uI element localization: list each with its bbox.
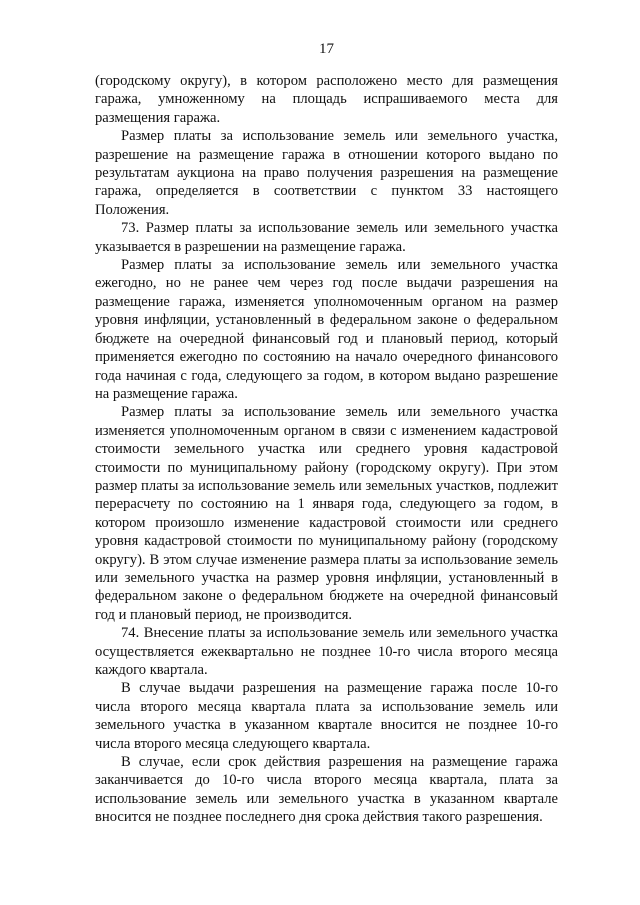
- paragraph-74: 74. Внесение платы за использование земель или земельного участка осуществляется ежеквартально не позднее 10-го числа второго месяца каждого квартала.: [95, 625, 558, 678]
- paragraph-cadastral-change: Размер платы за использование земель или земельного участка изменяется уполномоченным органом в связи с изменением кадастровой стоимости земельного участка или среднего уровня кадастровой стоимости по муниципальному району (городскому округу). При этом размер платы за использование земель или земельных участков, подлежит перерасчету по состоянию на 1 января года, следующего за годом, в котором произошло изменение кадастровой стоимости или среднего уровня кадастровой стоимости по муниципальному району (городскому округу). В этом случае изменение размера платы за использование земель или земельного участка на размер уровня инфляции, установленный в федеральном законе о федеральном бюджете на очередной финансовый год и плановый период, не производится.: [95, 404, 558, 623]
- paragraph-after-10th: В случае выдачи разрешения на размещение гаража после 10-го числа второго месяца квартала плата за использование земель или земельного участка в указанном квартале вносится не позднее 10-го числа второго месяца следующего квартала.: [95, 680, 558, 752]
- page-number: 17: [319, 41, 334, 57]
- paragraph-inflation-change: Размер платы за использование земель или земельного участка ежегодно, но не ранее чем через год после выдачи разрешения на размещение гаража, изменяется уполномоченным органом на размер уровня инфляции, установленный в федеральном законе о федеральном бюджете на очередной финансовый год и плановый период, который применяется ежегодно по состоянию на начало очередного финансового года начиная с года, следующего за годом, в котором выдано разрешение на размещение гаража.: [95, 257, 558, 402]
- paragraph-expiry: В случае, если срок действия разрешения на размещение гаража заканчивается до 10-го числа второго месяца квартала, плата за использование земель или земельного участка в указанном квартале вносится не позднее последнего дня срока действия такого разрешения.: [95, 754, 558, 826]
- paragraph-73: 73. Размер платы за использование земель или земельного участка указывается в разрешении на размещение гаража.: [95, 220, 558, 255]
- paragraph-continuation: (городскому округу), в котором расположено место для размещения гаража, умноженному на площадь испрашиваемого места для размещения гаража.: [95, 73, 558, 126]
- paragraph-auction-fee: Размер платы за использование земель или земельного участка, разрешение на размещение гаража в отношении которого выдано по результатам аукциона на право получения разрешения на размещение гаража, определяется в соответствии с пунктом 33 настоящего Положения.: [95, 128, 558, 218]
